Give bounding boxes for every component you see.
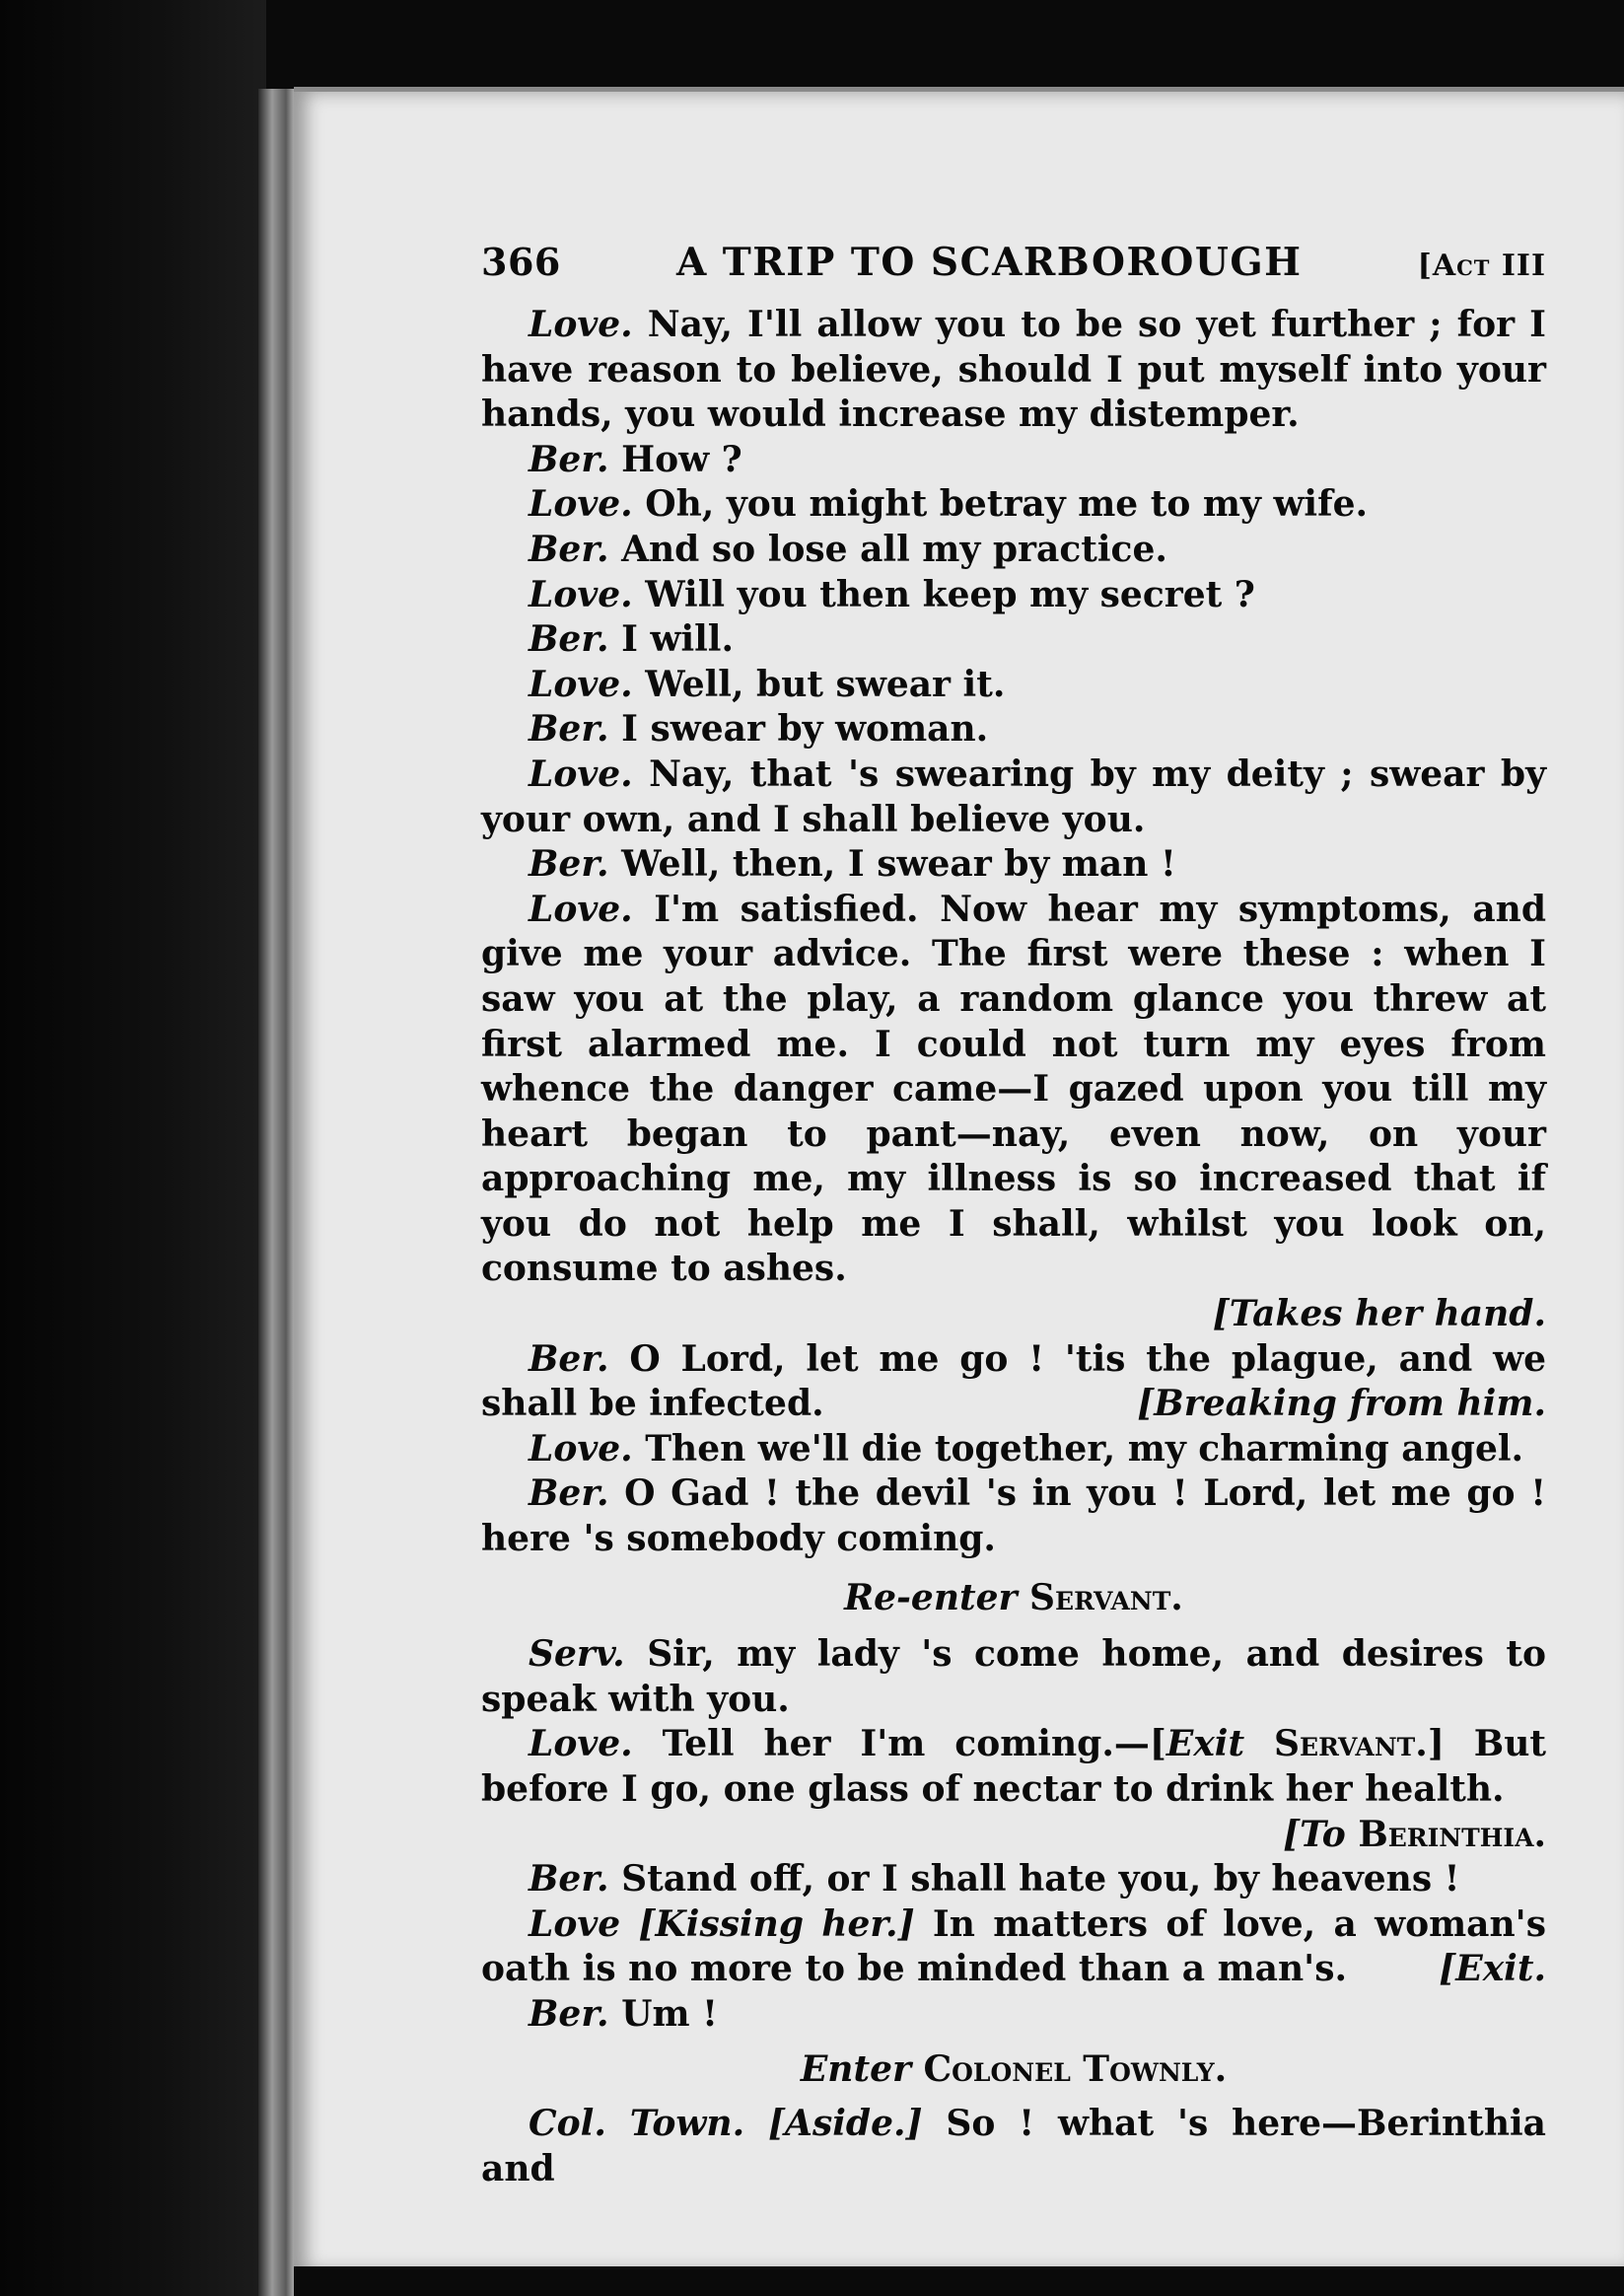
line-text: O Gad ! the devil 's in you ! Lord, let me go ! here 's somebody coming. (481, 1472, 1546, 1560)
dialogue-line (481, 842, 1546, 888)
line-text: ] But before I go, one glass of nectar to drink her health. (481, 1723, 1546, 1810)
speaker-name: Ber. (529, 843, 609, 886)
inline-direction: [Kissing her.] (638, 1902, 915, 1945)
speaker-name: Ber. (529, 528, 609, 570)
dialogue-line (481, 438, 1546, 483)
line-text: Then we'll die together, my charming angel. (645, 1427, 1524, 1470)
speaker-name: Ber. (529, 1992, 609, 2035)
speaker-name: Love. (529, 753, 633, 795)
speaker-name: Ber. (529, 708, 609, 751)
line-text: Stand off, or I shall hate you, by heavens ! (621, 1858, 1460, 1901)
scan-bottom-margin (294, 2266, 1624, 2296)
entry-character: Servant. (1029, 1576, 1183, 1618)
dialogue-line (481, 1992, 1546, 2038)
book-page (294, 87, 1624, 2271)
line-text: Will you then keep my secret ? (645, 573, 1255, 615)
line-text: I'm satisfied. Now hear my symptoms, and give me your advice. The first were these : when I saw you at the play, a random glance you threw at first alarmed me. I could not turn my eyes from whence the danger came—I gazed upon you till my heart began to pant—nay, even now, on your approaching me, my illness is so increased that if you do not help me I shall, whilst you look on, consume to ashes. (481, 888, 1546, 1290)
dialogue-line (481, 1722, 1546, 1812)
dialogue-line (481, 528, 1546, 573)
act-label: [Act III (1417, 249, 1546, 283)
stage-direction-takes-hand: [Takes her hand. (1212, 1293, 1546, 1335)
line-text: Um ! (621, 1992, 718, 2035)
running-header (481, 240, 1546, 295)
line-text: In matters of love, a woman's oath is no more to be minded than a man's. (481, 1902, 1546, 1990)
scan-left-margin (0, 0, 266, 2296)
dialogue-line (481, 888, 1546, 1292)
exit-direction: [Exit. (1439, 1948, 1546, 1990)
dialogue-line (481, 707, 1546, 753)
line-text: Tell her I'm coming.—[ (662, 1723, 1166, 1765)
speaker-name: Love (529, 1902, 621, 1945)
stage-direction-to-berinthia (481, 1813, 1546, 1858)
dialogue-line (481, 617, 1546, 663)
speaker-name: Love. (529, 663, 633, 705)
speaker-name: Love. (529, 1427, 633, 1470)
line-text: How ? (621, 438, 742, 480)
speaker-name: Love. (529, 1723, 633, 1765)
running-title: A TRIP TO SCARBOROUGH (675, 240, 1303, 285)
speaker-name: Ber. (529, 1858, 609, 1901)
entry-verb: Enter (800, 2047, 911, 2090)
line-text: O Lord, let me go ! 'tis the plague, and we shall be infected. (481, 1337, 1546, 1425)
speaker-name: Ber. (529, 1472, 609, 1515)
line-text: Nay, I'll allow you to be so yet further ; for I have reason to believe, should I put myself into your hands, you would increase my distemper. (481, 304, 1546, 436)
line-text: Sir, my lady 's come home, and desires to speak with you. (481, 1633, 1546, 1720)
speaker-name: Love. (529, 304, 633, 345)
dialogue-line (481, 1902, 1546, 1992)
dialogue-line (481, 2102, 1546, 2191)
entry-character: Colonel Townly. (923, 2047, 1228, 2090)
direction-character: Berinthia. (1358, 1813, 1546, 1855)
line-text: I swear by woman. (621, 708, 989, 751)
page-number: 366 (481, 240, 561, 284)
dialogue-line (481, 753, 1546, 842)
stage-entry-servant (481, 1562, 1546, 1633)
play-text (481, 303, 1546, 2191)
speaker-name: Ber. (529, 618, 609, 661)
dialogue-line (481, 1857, 1546, 1902)
speaker-name: Love. (529, 573, 633, 615)
line-text: Well, then, I swear by man ! (621, 843, 1176, 886)
line-text: And so lose all my practice. (621, 528, 1167, 570)
dialogue-line (481, 1471, 1546, 1561)
dialogue-line (481, 1632, 1546, 1722)
page-content (481, 240, 1546, 2191)
exit-word: Exit (1165, 1723, 1245, 1765)
stage-entry-colonel (481, 2038, 1546, 2103)
speaker-name: Ber. (529, 1337, 609, 1380)
line-text: Well, but swear it. (645, 663, 1006, 705)
dialogue-line (481, 482, 1546, 528)
speaker-name: Serv. (529, 1633, 625, 1676)
speaker-name: Love. (529, 483, 633, 526)
dialogue-line (481, 1427, 1546, 1472)
line-text: I will. (621, 618, 735, 661)
line-text: Oh, you might betray me to my wife. (645, 483, 1369, 526)
line-text: Nay, that 's swearing by my deity ; swear by your own, and I shall believe you. (481, 753, 1546, 840)
line-text: So ! what 's here—Berinthia and (481, 2103, 1546, 2189)
dialogue-line (481, 573, 1546, 618)
speaker-name: Ber. (529, 438, 609, 480)
direction-to: [To (1283, 1813, 1346, 1855)
dialogue-line (481, 303, 1546, 438)
book-spine-edge (258, 89, 298, 2296)
inline-direction: [Aside.] (767, 2103, 923, 2145)
speaker-name: Col. Town. (529, 2103, 745, 2145)
stage-direction-breaking: [Breaking from him. (1137, 1383, 1546, 1425)
speaker-name: Love. (529, 888, 633, 930)
exit-character: Servant. (1274, 1723, 1428, 1765)
entry-verb: Re-enter (844, 1576, 1018, 1618)
dialogue-line (481, 663, 1546, 708)
